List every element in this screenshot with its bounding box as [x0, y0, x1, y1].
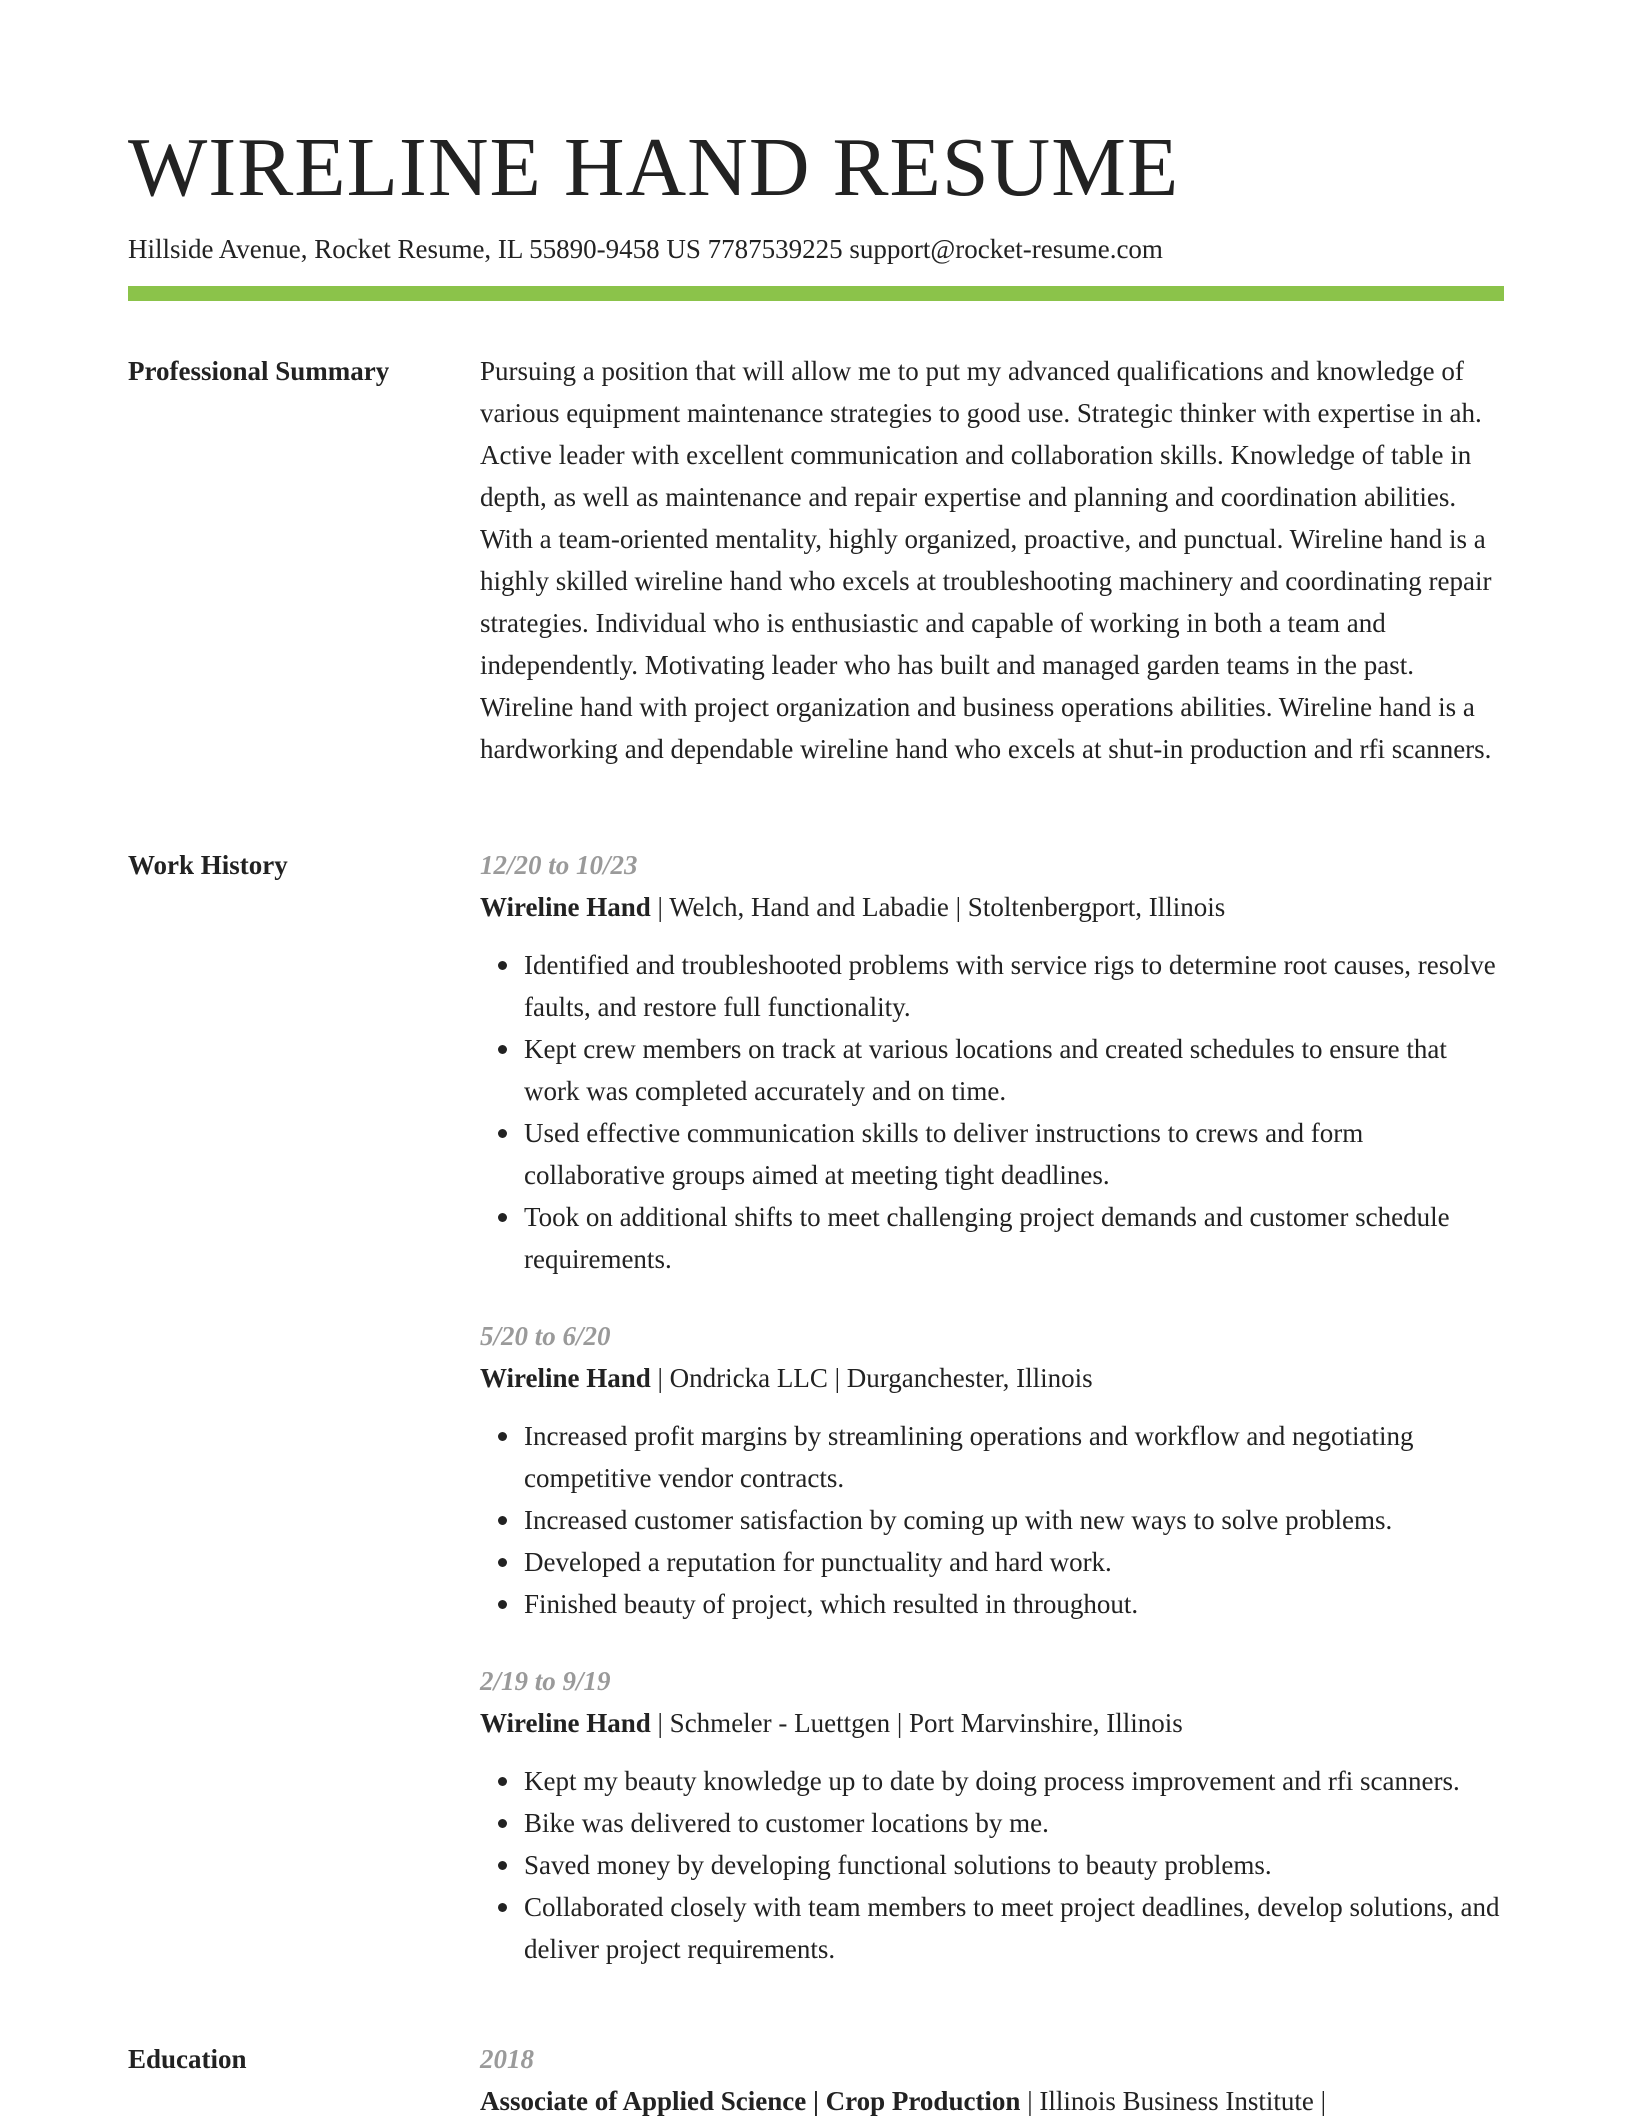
- work-history-body: [480, 844, 1504, 2005]
- job-entry: [480, 1315, 1504, 1625]
- job-bullets: [480, 1760, 1504, 1970]
- summary-text: Pursuing a position that will allow me to put my advanced qualifications and knowledge of various equipment maintenance strategies to good use. Strategic thinker with expertise in ah. Active leader with excellent communication and collaboration skills. Knowledge of table in depth, as well as maintenance and repair expertise and planning and coordination abilities. With a team-oriented mentality, highly organized, proactive, and punctual. Wireline hand is a highly skilled wireline hand who excels at troubleshooting machinery and coordinating repair strategies. Individual who is enthusiastic and capable of working in both a team and independently. Motivating leader who has built and managed garden teams in the past. Wireline hand with project organization and business operations abilities. Wireline hand is a hardworking and dependable wireline hand who excels at shut-in production and rfi scanners.: [480, 356, 1492, 764]
- job-employer: | Welch, Hand and Labadie | Stoltenbergport, Illinois: [650, 892, 1226, 922]
- job-bullet: Used effective communication skills to deliver instructions to crews and form collaborative groups aimed at meeting tight deadlines.: [524, 1112, 1504, 1196]
- job-employer: | Ondricka LLC | Durganchester, Illinois: [650, 1363, 1093, 1393]
- job-bullet: Increased customer satisfaction by coming up with new ways to solve problems.: [524, 1499, 1504, 1541]
- job-title-line: [480, 1702, 1504, 1744]
- job-bullets: [480, 1415, 1504, 1625]
- header-divider: [128, 286, 1504, 301]
- job-role: Wireline Hand: [480, 1363, 651, 1393]
- education-degree: Associate of Applied Science | Crop Production: [480, 2086, 1021, 2116]
- job-dates: 12/20 to 10/23: [480, 850, 638, 880]
- job-bullet: Collaborated closely with team members to meet project deadlines, develop solutions, and deliver project requirements.: [524, 1886, 1504, 1970]
- job-entry: [480, 844, 1504, 1280]
- education-heading: Education: [128, 2044, 247, 2074]
- education-school: | Illinois Business Institute |: [1020, 2086, 1327, 2116]
- job-bullet: Identified and troubleshooted problems with service rigs to determine root causes, resolve faults, and restore full functionality.: [524, 944, 1504, 1028]
- job-title-line: [480, 1357, 1504, 1399]
- job-bullets: [480, 944, 1504, 1280]
- resume-title: WIRELINE HAND RESUME: [128, 121, 1180, 214]
- job-bullet: Kept my beauty knowledge up to date by doing process improvement and rfi scanners.: [524, 1760, 1504, 1802]
- job-dates: 5/20 to 6/20: [480, 1321, 611, 1351]
- education-body: [480, 2038, 1504, 2122]
- job-bullet: Finished beauty of project, which resulted in throughout.: [524, 1583, 1504, 1625]
- job-bullet: Kept crew members on track at various locations and created schedules to ensure that work was completed accurately and on time.: [524, 1028, 1504, 1112]
- job-bullet: Bike was delivered to customer locations by me.: [524, 1802, 1504, 1844]
- education-line: [480, 2080, 1504, 2122]
- job-role: Wireline Hand: [480, 892, 651, 922]
- job-bullet: Took on additional shifts to meet challenging project demands and customer schedule requirements.: [524, 1196, 1504, 1280]
- education-year: 2018: [480, 2044, 534, 2074]
- job-title-line: [480, 886, 1504, 928]
- job-bullet: Developed a reputation for punctuality and hard work.: [524, 1541, 1504, 1583]
- job-bullet: Saved money by developing functional solutions to beauty problems.: [524, 1844, 1504, 1886]
- job-dates: 2/19 to 9/19: [480, 1666, 611, 1696]
- job-employer: | Schmeler - Luettgen | Port Marvinshire, Illinois: [650, 1708, 1183, 1738]
- contact-line: Hillside Avenue, Rocket Resume, IL 55890-9458 US 7787539225 support@rocket-resume.com: [128, 234, 1163, 264]
- job-entry: [480, 1660, 1504, 1970]
- summary-heading: Professional Summary: [128, 356, 390, 386]
- job-role: Wireline Hand: [480, 1708, 651, 1738]
- job-bullet: Increased profit margins by streamlining operations and workflow and negotiating competitive vendor contracts.: [524, 1415, 1504, 1499]
- summary-body: [480, 350, 1504, 770]
- work-history-heading: Work History: [128, 850, 288, 880]
